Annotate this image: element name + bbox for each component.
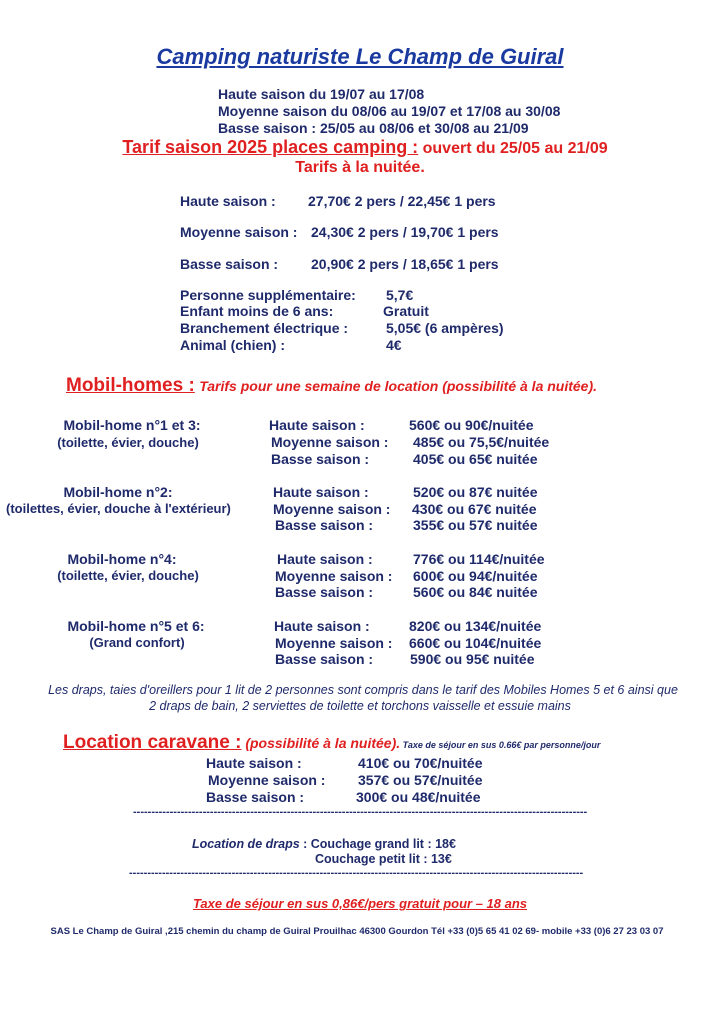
season-moyenne-dates: Moyenne saison du 08/06 au 19/07 et 17/08 au 30/08 [218,103,561,119]
tarif-heading-main: Tarif saison 2025 places camping : [122,137,419,157]
season-haute-dates: Haute saison du 19/07 au 17/08 [218,86,425,102]
mobilhome-season: Haute saison : [277,551,373,567]
taxe-sejour: Taxe de séjour en sus 0,86€/pers gratuit pour – 18 ans [192,896,528,911]
camping-moyenne-price: 24,30€ 2 pers / 19,70€ 1 pers [311,224,499,240]
mobilhome-season: Basse saison : [275,651,374,667]
separator-line: ---------------------------------------------------------------------------------------------------------------------------- [129,867,584,879]
draps-grand: : Couchage grand lit : 18€ [299,837,456,851]
mobilhome-season: Basse saison : [271,451,370,467]
caravane-season: Haute saison : [206,755,302,771]
camping-haute-label: Haute saison : [180,193,276,209]
mobilhome-price: 405€ ou 65€ nuitée [413,451,538,467]
linen-note-line1: Les draps, taies d'oreillers pour 1 lit de 2 personnes sont compris dans le tarif des Mobiles Homes 5 et 6 ainsi que [48,683,678,697]
mobilhome-season: Basse saison : [275,517,374,533]
extra-label: Personne supplémentaire: [180,287,356,303]
season-basse-dates: Basse saison : 25/05 au 08/06 et 30/08 au 21/09 [218,120,529,136]
mobilhome-price: 820€ ou 134€/nuitée [409,618,542,634]
caravane-heading [63,732,600,754]
caravane-heading-sub: (possibilité à la nuitée). [241,735,401,751]
extra-label: Enfant moins de 6 ans: [180,303,334,319]
mobilhome-desc: (Grand confort) [89,635,185,650]
draps-petit: Couchage petit lit : 13€ [315,852,452,866]
extra-value: 5,05€ (6 ampères) [386,320,504,336]
linen-note-line2: 2 draps de bain, 2 serviettes de toilette et torchons vaisselle et essuie mains [149,699,571,713]
footer-address: SAS Le Champ de Guiral ,215 chemin du champ de Guiral Prouilhac 46300 Gourdon Tél +33 (0)5 65 41 02 69- mobile +33 (0)6 27 23 03 07 [50,926,664,937]
mobilhome-price: 485€ ou 75,5€/nuitée [413,434,550,450]
tarif-heading-open: ouvert du 25/05 au 21/09 [418,140,608,157]
extra-value: Gratuit [383,303,429,319]
mobilhome-price: 660€ ou 104€/nuitée [409,635,542,651]
mobilhome-season: Haute saison : [273,484,369,500]
mobilhome-season: Moyenne saison : [273,501,391,517]
mobilhome-name: Mobil-home n°4: [67,551,177,567]
caravane-season: Basse saison : [206,789,305,805]
mobilhomes-heading [66,375,597,397]
caravane-price: 357€ ou 57€/nuitée [358,772,483,788]
mobilhome-desc: (toilettes, évier, douche à l'extérieur) [6,501,231,516]
mobilhome-name: Mobil-home n°5 et 6: [67,618,205,634]
mobilhomes-heading-main: Mobil-homes : [66,375,195,396]
nuitee-label: Tarifs à la nuitée. [295,159,425,176]
mobilhome-price: 590€ ou 95€ nuitée [410,651,535,667]
mobilhome-price: 776€ ou 114€/nuitée [413,551,545,567]
mobilhome-price: 560€ ou 90€/nuitée [409,417,534,433]
mobilhome-season: Haute saison : [274,618,370,634]
mobilhome-price: 600€ ou 94€/nuitée [413,568,538,584]
draps-label: Location de draps [192,837,300,851]
mobilhome-season: Haute saison : [269,417,365,433]
caravane-price: 300€ ou 48€/nuitée [356,789,481,805]
mobilhome-season: Basse saison : [275,584,374,600]
caravane-tax-note: Taxe de séjour en sus 0.66€ par personne/jour [400,740,601,750]
mobilhome-desc: (toilette, évier, douche) [57,568,199,583]
mobilhome-season: Moyenne saison : [275,635,393,651]
camping-haute-price: 27,70€ 2 pers / 22,45€ 1 pers [308,193,496,209]
caravane-price: 410€ ou 70€/nuitée [358,755,483,771]
camping-basse-label: Basse saison : [180,256,279,272]
mobilhome-price: 520€ ou 87€ nuitée [413,484,538,500]
mobilhome-price: 430€ ou 67€ nuitée [412,501,537,517]
separator-line: ---------------------------------------------------------------------------------------------------------------------------- [133,806,588,818]
mobilhomes-heading-sub: Tarifs pour une semaine de location (possibilité à la nuitée). [199,378,598,394]
camping-moyenne-label: Moyenne saison : [180,224,298,240]
mobilhome-price: 560€ ou 84€ nuitée [413,584,538,600]
mobilhome-name: Mobil-home n°2: [63,484,173,500]
caravane-season: Moyenne saison : [208,772,326,788]
mobilhome-desc: (toilette, évier, douche) [57,435,199,450]
mobilhome-season: Moyenne saison : [275,568,393,584]
page-title: Camping naturiste Le Champ de Guiral [156,44,564,69]
tarif-heading [0,137,720,158]
draps-row [192,837,456,851]
mobilhome-season: Moyenne saison : [271,434,389,450]
extra-value: 4€ [386,337,402,353]
extra-label: Branchement électrique : [180,320,349,336]
extra-value: 5,7€ [386,287,414,303]
mobilhome-price: 355€ ou 57€ nuitée [413,517,538,533]
extra-label: Animal (chien) : [180,337,286,353]
caravane-heading-main: Location caravane : [63,732,242,753]
mobilhome-name: Mobil-home n°1 et 3: [63,417,201,433]
camping-basse-price: 20,90€ 2 pers / 18,65€ 1 pers [311,256,499,272]
